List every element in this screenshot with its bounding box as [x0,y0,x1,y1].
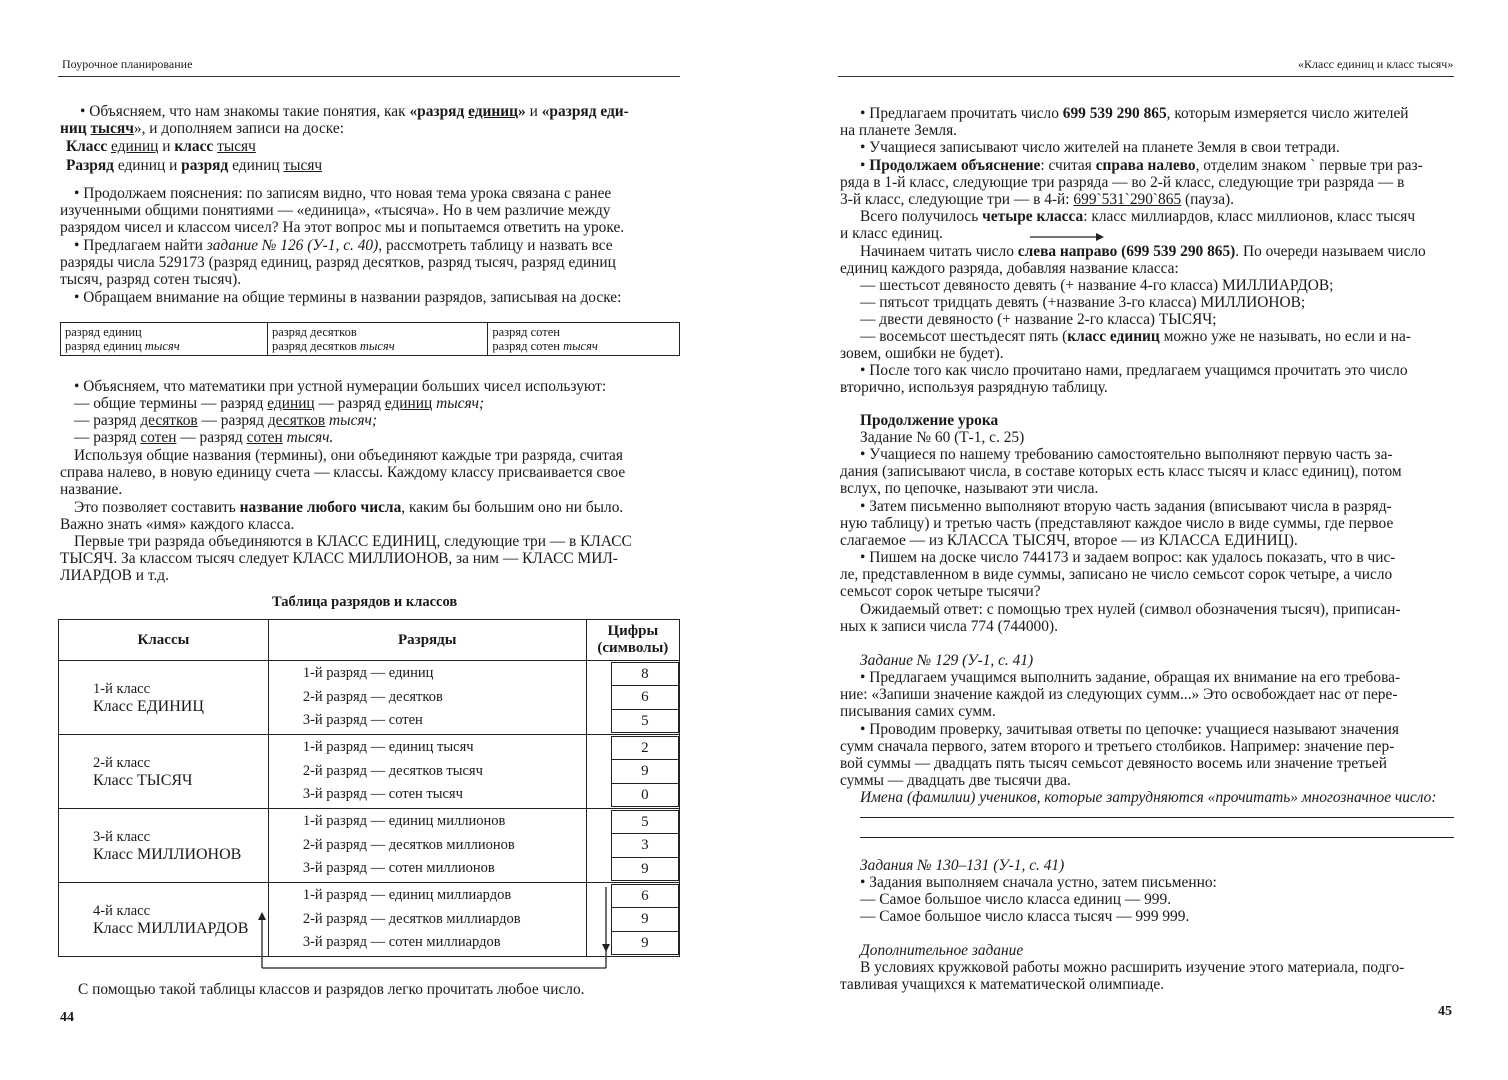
paragraph-3-line2: разряды числа 529173 (разряд единиц, разряд десятков, разряд тысяч, разряд единиц [60,254,616,271]
r-paragraph-5-line2: единиц каждого разряда, добавляя название класса: [840,260,1179,277]
class-cell: 1-й класс Класс ЕДИНИЦ [59,661,269,735]
digit: 9 [611,760,679,784]
paragraph-7-line2: Важно знать «имя» каждого класса. [60,516,295,533]
digit: 5 [611,810,679,835]
r-paragraph-20-line1: В условиях кружковой работы можно расширить изучение этого материала, подго- [860,959,1405,976]
closing-sentence: С помощью такой таблицы классов и разрядов легко прочитать любое число. [78,981,585,998]
section-title-continuation: Продолжение урока [860,412,999,429]
r-paragraph-5-line1: Начинаем читать число слева направо (699 539 290 865). По очереди называем число [860,243,1426,260]
r-paragraph-16-line1: • Проводим проверку, зачитывая ответы по цепочке: учащиеся называют значения [860,721,1399,738]
r-paragraph-1-line1: • Предлагаем прочитать число 699 539 290 865, которым измеряется число жителей [860,105,1409,122]
digit: 9 [611,908,679,932]
paragraph-2-line2: изученными общими понятиями — «единица», «тысяча». Но в чем различие между [60,202,611,219]
r-paragraph-2: • Учащиеся записывают число жителей на планете Земля в свои тетради. [860,139,1340,156]
r-paragraph-3-line2: ряда в 1-й класс, следующие три разряда — во 2-й класс, следующие три разряда — в [840,174,1405,191]
r-paragraph-12-line1: • Затем письменно выполняют вторую часть задания (вписывают числа в разряд- [860,498,1392,515]
names-write-line-2 [860,837,1454,838]
r-paragraph-14-line2: ных к записи числа 774 (744000). [840,618,1058,635]
digit: 5 [611,710,679,734]
names-write-line-1 [860,817,1454,818]
r-paragraph-10-line1: • После того как число прочитано нами, предлагаем учащимся прочитать это число [860,362,1408,379]
paragraph-3-line3: тысяч, разряд сотен тысяч). [60,271,242,288]
page-number-right: 45 [1438,1004,1452,1019]
paragraph-6-line2: справа налево, в новую единицу счета — классы. Каждому классу присваивается свое [60,464,626,481]
header-classes: Классы [59,620,269,661]
paragraph-8-line2: ТЫСЯЧ. За классом тысяч следует КЛАСС МИЛЛИОНОВ, за ним — КЛАСС МИЛ- [60,550,618,567]
page-number-left: 44 [60,1010,74,1025]
paragraph-6-line3: название. [60,481,123,498]
r-paragraph-4-line1: Всего получилось четыре класса: класс миллиардов, класс миллионов, класс тысяч [860,208,1416,225]
ranks-cell: 1-й разряд — единиц 2-й разряд — десятков 3-й разряд — сотен [268,661,586,735]
names-prompt: Имена (фамилии) учеников, которые затрудняются «прочитать» многозначное число: [860,789,1437,806]
r-paragraph-3-line3: 3-й класс, следующие три — в 4-й: 699`531`290`865 (пауза). [840,191,1235,208]
r-paragraph-11-line3: вслух, по цепочке, называют эти числа. [840,480,1099,497]
r-paragraph-10-line2: вторично, используя разрядную таблицу. [840,379,1108,396]
header-ranks: Разряды [268,620,586,661]
class-cell: 2-й класс Класс ТЫСЯЧ [59,735,269,809]
dash-line-2: — разряд десятков — разряд десятков тысяч; [74,412,378,429]
r-paragraph-17: • Задания выполняем сначала устно, затем письменно: [860,874,1217,891]
class-cell: 4-й класс Класс МИЛЛИАРДОВ [59,883,269,957]
header-rule-right [838,76,1454,77]
r-paragraph-15-line1: • Предлагаем учащимся выполнить задание, обращая их внимание на его требова- [860,669,1401,686]
right-arrow-icon [1028,232,1108,242]
digit: 6 [611,686,679,710]
digit: 3 [611,834,679,858]
ranks-cell: 1-й разряд — единиц тысяч 2-й разряд — десятков тысяч 3-й разряд — сотен тысяч [268,735,586,809]
r-paragraph-16-line2: сумм сначала первого, затем второго и третьего столбиков. Например: значение пер- [840,738,1395,755]
r-dash-5: — Самое большое число класса единиц — 999. [860,891,1172,908]
r-paragraph-14-line1: Ожидаемый ответ: с помощью трех нулей (символ обозначения тысяч), приписан- [860,601,1401,618]
paragraph-5: • Объясняем, что математики при устной нумерации больших чисел используют: [74,378,607,395]
r-paragraph-15-line3: писывания самих сумм. [840,703,996,720]
paragraph-intro-line1: • Объясняем, что нам знакомы такие понятия, как «разряд единиц» и «разряд еди- [80,103,629,120]
r-dash-3: — двести девяносто (+ название 2-го класса) ТЫСЯЧ; [860,311,1217,328]
paragraph-7-line1: Это позволяет составить название любого числа, каким бы большим оно ни было. [74,499,624,516]
r-dash-1: — шестьсот девяносто девять (+ название 4-го класса) МИЛЛИАРДОВ; [860,277,1334,294]
r-paragraph-11-line1: • Учащиеся по нашему требованию самостоятельно выполняют первую часть за- [860,446,1393,463]
r-paragraph-12-line3: слагаемое — из КЛАССА ТЫСЯЧ, второе — из КЛАССА ЕДИНИЦ). [840,532,1298,549]
terms-cell: разряд сотен разряд сотен тысяч [488,323,680,356]
r-paragraph-13-line1: • Пишем на доске число 744173 и задаем вопрос: как удалось показать, что в чис- [860,549,1396,566]
ranks-cell: 1-й разряд — единиц миллиардов 2-й разряд — десятков миллиардов 3-й разряд — сотен миллиардов [268,883,586,957]
board-line-1: Класс единиц и класс тысяч [66,138,256,155]
digit: 9 [611,858,679,882]
paragraph-6-line1: Используя общие названия (термины), они объединяют каждые три разряда, считая [74,447,623,464]
paragraph-4: • Обращаем внимание на общие термины в названии разрядов, записывая на доске: [74,289,622,306]
r-paragraph-20-line2: тавливая учащихся к математической олимпиаде. [840,976,1165,993]
r-dash-4-line1: — восемьсот шестьдесят пять (класс единиц можно уже не называть, но если и на- [860,328,1411,345]
task-130-131-title: Задания № 130–131 (У-1, с. 41) [860,857,1065,874]
running-head-right: «Класс единиц и класс тысяч» [1298,57,1454,71]
running-head-left: Поурочное планирование [62,57,193,71]
paragraph-3-line1: • Предлагаем найти задание № 126 (У-1, с. 40), рассмотреть таблицу и назвать все [74,237,613,254]
paragraph-8-line1: Первые три разряда объединяются в КЛАСС ЕДИНИЦ, следующие три — в КЛАСС [74,533,632,550]
task-60-title: Задание № 60 (Т-1, с. 25) [860,429,1025,446]
header-digits: Цифры (символы) [586,620,679,661]
digit: 9 [611,932,679,956]
paragraph-8-line3: ЛИАРДОВ и т.д. [60,567,169,584]
r-paragraph-13-line3: семьсот сорок четыре тысячи? [840,583,1041,600]
digit: 6 [611,884,679,909]
r-paragraph-4-line2: и класс единиц. [840,225,943,242]
r-paragraph-16-line3: вой суммы — двадцать пять тысяч семьсот девяносто восемь или значение третьей [840,755,1387,772]
terms-cell: разряд десятков разряд десятков тысяч [267,323,487,356]
r-dash-2: — пятьсот тридцать девять (+название 3-го класса) МИЛЛИОНОВ; [860,294,1306,311]
board-line-2: Разряд единиц и разряд единиц тысяч [66,157,323,174]
r-dash-4-line2: зовем, ошибки не будет). [840,345,1004,362]
table-title: Таблица разрядов и классов [272,594,458,610]
digit: 2 [611,736,679,761]
digit: 0 [611,784,679,808]
r-paragraph-15-line2: ние: «Запиши значение каждой из следующих сумм...» Это освобождает нас от пере- [840,686,1398,703]
dash-line-1: — общие термины — разряд единиц — разряд единиц тысяч; [74,395,485,412]
dash-line-3: — разряд сотен — разряд сотен тысяч. [74,429,334,446]
paragraph-2-line1: • Продолжаем пояснения: по записям видно, что новая тема урока связана с ранее [74,185,612,202]
r-paragraph-16-line4: суммы — двадцать две тысячи два. [840,772,1071,789]
r-paragraph-11-line2: дания (записывают числа, в составе которых есть класс тысяч и класс единиц), потом [840,463,1402,480]
extra-task-title: Дополнительное задание [860,942,1024,959]
r-dash-6: — Самое большое число класса тысяч — 999 999. [860,908,1190,925]
class-cell: 3-й класс Класс МИЛЛИОНОВ [59,809,269,883]
r-paragraph-12-line2: ную таблицу) и третью часть (представляют каждое число в виде суммы, где первое [840,515,1394,532]
r-paragraph-1-line2: на планете Земля. [840,122,958,139]
terms-cell: разряд единиц разряд единиц тысяч [61,323,268,356]
digit: 8 [611,662,679,687]
task-129-title: Задание № 129 (У-1, с. 41) [860,652,1034,669]
r-paragraph-3-line1: • Продолжаем объяснение: считая справа налево, отделим знаком ` первые три раз- [860,157,1423,174]
paragraph-2-line3: разрядом чисел и классом чисел? На этот вопрос мы и попытаемся ответить на уроке. [60,219,625,236]
arrow-up-head [258,912,266,920]
ranks-cell: 1-й разряд — единиц миллионов 2-й разряд — десятков миллионов 3-й разряд — сотен миллионов [268,809,586,883]
r-paragraph-13-line2: ле, представленном в виде суммы, записано не число семьсот сорок четыре, а число [840,566,1393,583]
paragraph-intro-line2: ниц тысяч», и дополняем записи на доске: [60,120,344,137]
